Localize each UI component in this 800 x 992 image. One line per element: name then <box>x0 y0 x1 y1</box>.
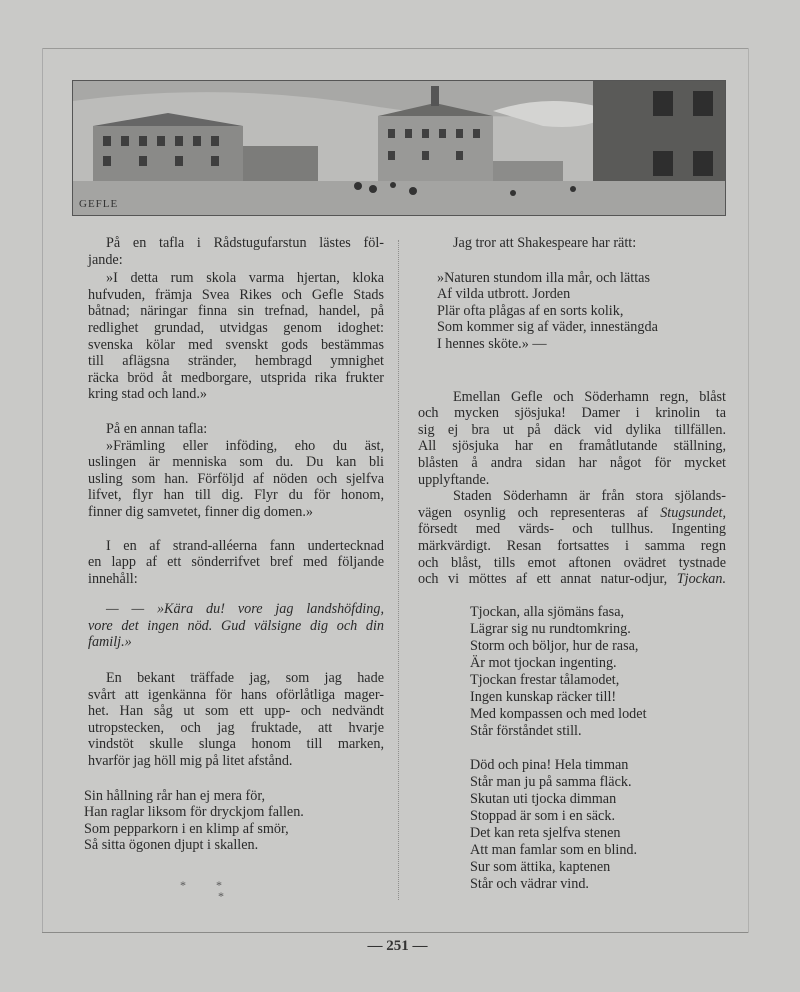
shakespeare-quote <box>437 270 726 353</box>
text-line: uslingen är menniska som du. Du kan bli <box>88 454 384 471</box>
verse-line: Stoppad är som i en säck. <box>470 807 615 824</box>
text-line: Staden Söderhamn är från stora sjölands- <box>453 488 726 505</box>
text-line: hufvuden, främja Svea Rikes och Gefle Stads <box>88 286 384 303</box>
text-line: — — »Kära du! vore jag landshöfding, <box>106 601 384 618</box>
text-line: och blåst, tills emot aftonen ovädret tystnade <box>418 554 726 571</box>
text-line: het. Han såg ut som ett upp- och nedvändt <box>88 703 384 720</box>
verse-line: Tjockan frestar tålamodet, <box>470 671 620 688</box>
poem-stanza-2 <box>470 757 726 893</box>
paragraph <box>88 670 384 770</box>
verse-line: Sin hållning rår han ej mera för, <box>84 787 266 804</box>
text-span: vägen osynlig och representeras af <box>418 504 661 521</box>
text-line: och mycken sjösjuka! Damer i krinolin ta <box>418 405 726 422</box>
text-line: På en annan tafla: <box>106 420 208 437</box>
verse-line: Död och pina! Hela timman <box>470 756 629 773</box>
text-line: hvarför jag höll mig på litet afstånd. <box>88 753 293 770</box>
text-line: räcka bröd åt medborgare, utsprida rika frukter <box>88 369 384 386</box>
page-frame-left <box>42 48 43 933</box>
verse-line: Som pepparkorn i en klimp af smör, <box>84 820 289 837</box>
paragraph <box>418 488 726 588</box>
text-line: Emellan Gefle och Söderhamn regn, blåst <box>453 388 726 405</box>
verse-line: Står och vädrar vind. <box>470 875 589 892</box>
verse-line: Står förståndet still. <box>470 722 582 739</box>
text-line: »Främling eller inföding, eho du äst, <box>106 437 384 454</box>
verse-line: Som kommer sig af väder, innestängda <box>437 319 658 336</box>
text-line: upplyftande. <box>418 471 490 488</box>
text-line: I en af strand-alléerna fann undertecknad <box>106 537 384 554</box>
verse-line: Med kompassen och med lodet <box>470 705 647 722</box>
verse-line: Han raglar liksom för dryckjom fallen. <box>84 804 304 821</box>
letter-quote <box>88 601 384 651</box>
text-line: vore det ingen nöd. Gud välsigne dig och din <box>88 617 384 634</box>
verse-line: Sur som ättika, kaptenen <box>470 858 611 875</box>
text-line: svårt att igenkänna för hans oförlåtliga mager- <box>88 686 384 703</box>
text-line: försedt med värds- och tullhus. Ingenting <box>418 521 726 538</box>
text-line: kring stad och land.» <box>88 386 207 403</box>
verse-line: Tjockan, alla sjömäns fasa, <box>470 603 625 620</box>
verse-line: Är mot tjockan ingenting. <box>470 654 617 671</box>
verse-line: Det kan reta sjelfva stenen <box>470 824 621 841</box>
verse-line: Står man ju på samma fläck. <box>470 773 632 790</box>
verse-line: I hennes sköte.» — <box>437 335 547 352</box>
header-illustration-gefle-square <box>72 80 726 216</box>
verse-line: Plär ofta plågas af en sorts kolik, <box>437 302 624 319</box>
asterisk-bottom: * <box>218 889 224 903</box>
text-line: svenska kölar med svenskt gods bestämmas <box>88 336 384 353</box>
text-line: På en tafla i Rådstugufarstun lästes föl- <box>106 235 384 251</box>
text-line: usling som han. Förföljd af nöden och sjelfva <box>88 470 384 487</box>
text-line: sig ej bra ut på däck vid dylika tillfällen. <box>418 421 726 438</box>
text-line <box>418 505 726 522</box>
text-line: en lapp af ett sönderrifvet bref med följande <box>88 554 384 571</box>
text-line: finner dig samvetet, finner dig domen.» <box>88 503 313 520</box>
page-frame-top <box>42 48 748 49</box>
text-line: familj.» <box>88 634 132 651</box>
text-line: lifvet, flyr han till dig. Flyr du för honom, <box>88 487 384 504</box>
text-span: och vi möttes af ett annat natur-odjur, <box>418 571 677 588</box>
text-line: jande: <box>88 251 123 268</box>
intro-line: Jag tror att Shakespeare har rätt: <box>453 235 637 251</box>
poem-stanza-1 <box>470 604 726 740</box>
text-line: »I detta rum skola varma hjertan, kloka <box>106 270 384 287</box>
verse-line: Storm och böljor, hur de rasa, <box>470 637 639 654</box>
paragraph <box>88 421 384 438</box>
page-frame-right <box>748 48 749 933</box>
verse-line: Af vilda utbrott. Jorden <box>437 286 571 303</box>
town-square-drawing <box>73 81 725 215</box>
tjockan-italic: Tjockan. <box>676 571 726 588</box>
verse-line: Skutan uti tjocka dimman <box>470 790 617 807</box>
text-line <box>418 571 726 588</box>
right-column <box>418 235 726 893</box>
paragraph <box>88 538 384 588</box>
section-break-asterisks <box>180 878 224 904</box>
text-line: All sjösjuka har en framåtlutande ställning, <box>418 438 726 455</box>
paragraph <box>88 270 384 403</box>
page-frame-bottom <box>42 932 748 933</box>
paragraph <box>88 438 384 521</box>
place-name-italic: Stugsundet, <box>660 504 726 521</box>
verse <box>84 788 384 854</box>
text-line: utropstecken, och jag fruktade, att hvarje <box>88 719 384 736</box>
asterisks-top: * * <box>180 878 222 892</box>
text-line: innehåll: <box>88 570 138 587</box>
page-number: — 251 — <box>367 938 428 954</box>
text-line: till aflägsna stränder, hembragd ymnighet <box>88 353 384 370</box>
text-line: märkvärdigt. Resan fortsattes i samma regn <box>418 537 726 554</box>
verse-line: Ingen kunskap räcker till! <box>470 688 617 705</box>
text-line: blåsten å andra sidan har något för mycket <box>418 454 726 471</box>
verse-line: Lägrar sig nu rundtomkring. <box>470 620 631 637</box>
text-line: vindstöt skulle slunga honom till marken, <box>88 736 384 753</box>
verse-line: Så sitta ögonen djupt i skallen. <box>84 837 259 854</box>
text-line: En bekant träffade jag, som jag hade <box>106 670 384 687</box>
left-column <box>84 235 384 854</box>
paragraph <box>88 235 384 268</box>
illustration-caption: GEFLE <box>79 198 119 210</box>
text-line: båtnad; näringar finna sin trefnad, handel, på <box>88 303 384 320</box>
paragraph <box>418 389 726 489</box>
text-line: redlighet grundad, utvidgas genom idoghet: <box>88 319 384 336</box>
column-divider <box>398 240 399 900</box>
verse-line: Att man famlar som en blind. <box>470 841 638 858</box>
verse-line: »Naturen stundom illa mår, och lättas <box>437 269 650 286</box>
